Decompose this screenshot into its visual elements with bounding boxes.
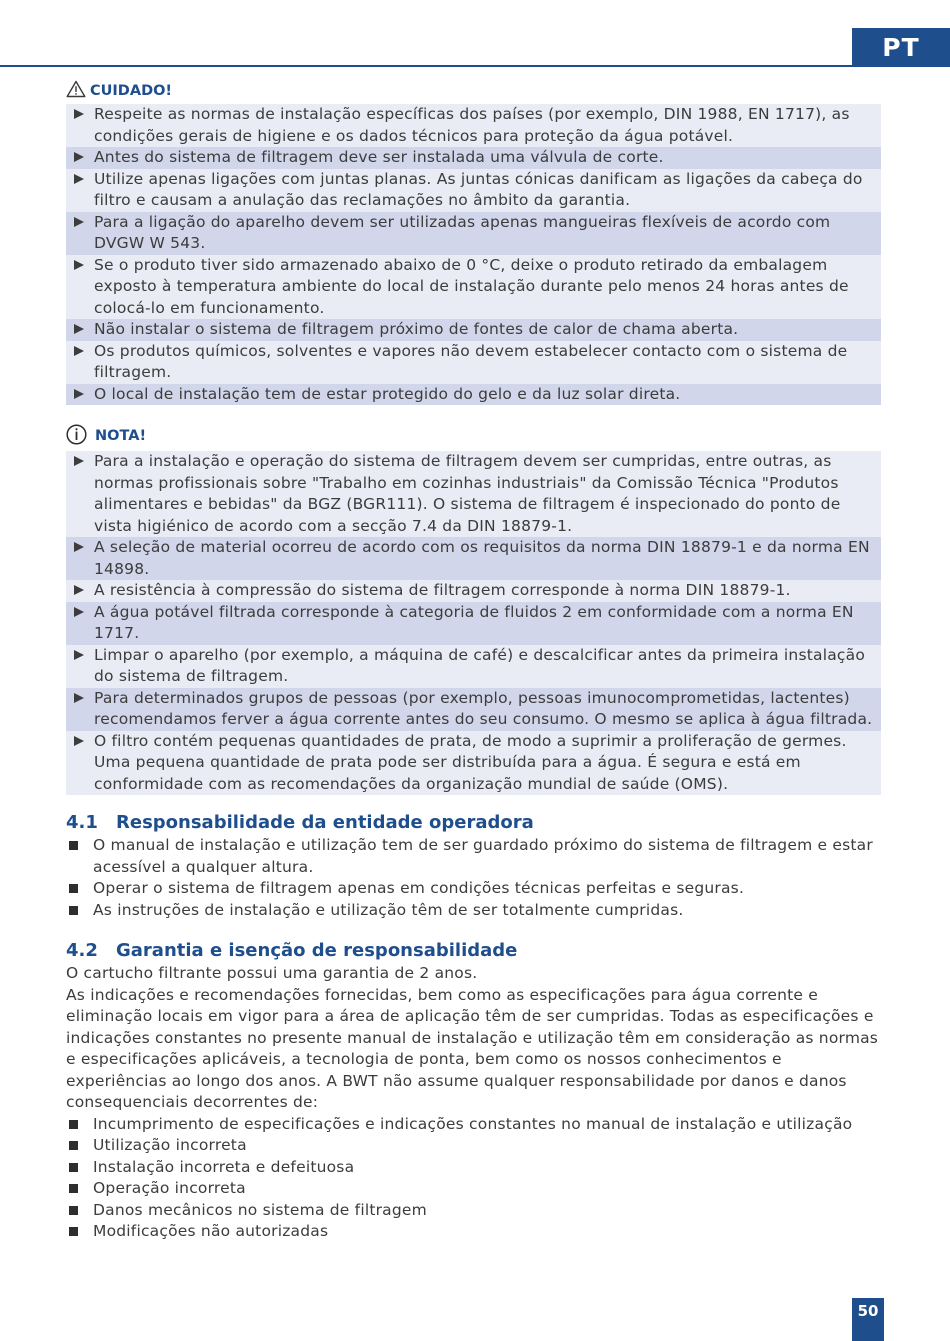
list-item: Respeite as normas de instalação específicas dos países (por exemplo, DIN 1988, EN 1717), as condições gerais de higiene e os dados técnicos para proteção da água potável. (66, 104, 881, 147)
warranty-paragraph: O cartucho filtrante possui uma garantia de 2 anos. (66, 964, 478, 982)
square-bullet-icon (69, 906, 78, 915)
liability-exclusions-list (66, 1114, 881, 1243)
triangle-bullet-icon (74, 736, 84, 746)
list-item: Antes do sistema de filtragem deve ser instalada uma válvula de corte. (66, 147, 881, 169)
list-item: Utilização incorreta (66, 1135, 881, 1157)
list-item: Não instalar o sistema de filtragem próximo de fontes de calor de chama aberta. (66, 319, 881, 341)
section-title: Garantia e isenção de responsabilidade (116, 940, 518, 961)
square-bullet-icon (69, 1163, 78, 1172)
square-bullet-icon (69, 1184, 78, 1193)
list-item: A resistência à compressão do sistema de filtragem corresponde à norma DIN 18879-1. (66, 580, 881, 602)
list-item: O manual de instalação e utilização tem de ser guardado próximo do sistema de filtragem e estar acessível a qualquer altura. (66, 835, 881, 878)
triangle-bullet-icon (74, 152, 84, 162)
square-bullet-icon (69, 884, 78, 893)
triangle-bullet-icon (74, 109, 84, 119)
list-item: Operar o sistema de filtragem apenas em condições técnicas perfeitas e seguras. (66, 878, 881, 900)
list-item: Instalação incorreta e defeituosa (66, 1157, 881, 1179)
note-title: NOTA! (95, 428, 147, 444)
triangle-bullet-icon (74, 217, 84, 227)
page-number: 50 (852, 1298, 884, 1341)
list-item: Os produtos químicos, solventes e vapores não devem estabelecer contacto com o sistema de filtragem. (66, 341, 881, 384)
list-item: Para a instalação e operação do sistema de filtragem devem ser cumpridas, entre outras, as normas profissionais sobre "Trabalho em cozinhas industriais" da Comissão Técnica "Produtos alimentares e bebidas" da BGZ (BGR111). O sistema de filtragem é inspecionado do ponto de vista higiénico de acordo com a secção 7.4 da DIN 18879-1. (66, 451, 881, 537)
info-icon (66, 424, 87, 449)
list-item: Danos mecânicos no sistema de filtragem (66, 1200, 881, 1222)
note-list (66, 451, 881, 795)
list-item: Para a ligação do aparelho devem ser utilizadas apenas mangueiras flexíveis de acordo com DVGW W 543. (66, 212, 881, 255)
section-number: 4.1 (66, 812, 98, 833)
triangle-bullet-icon (74, 389, 84, 399)
list-item: A seleção de material ocorreu de acordo com os requisitos da norma DIN 18879-1 e da norma EN 14898. (66, 537, 881, 580)
section-heading-4-2 (66, 939, 881, 963)
triangle-bullet-icon (74, 324, 84, 334)
triangle-bullet-icon (74, 693, 84, 703)
list-item: O local de instalação tem de estar protegido do gelo e da luz solar direta. (66, 384, 881, 406)
section-title: Responsabilidade da entidade operadora (116, 812, 534, 833)
header-rule (0, 65, 852, 67)
list-item: O filtro contém pequenas quantidades de prata, de modo a suprimir a proliferação de germes. Uma pequena quantidade de prata pode ser distribuída para a água. É segura e está em conformidade com as recomendações da organização mundial de saúde (OMS). (66, 731, 881, 796)
square-bullet-icon (69, 841, 78, 850)
triangle-bullet-icon (74, 585, 84, 595)
square-bullet-icon (69, 1227, 78, 1236)
triangle-bullet-icon (74, 174, 84, 184)
list-item: Modificações não autorizadas (66, 1221, 881, 1243)
list-item: Utilize apenas ligações com juntas planas. As juntas cónicas danificam as ligações da cabeça do filtro e causam a anulação das reclamações no âmbito da garantia. (66, 169, 881, 212)
square-bullet-icon (69, 1141, 78, 1150)
square-bullet-icon (69, 1120, 78, 1129)
list-item: Limpar o aparelho (por exemplo, a máquina de café) e descalcificar antes da primeira instalação do sistema de filtragem. (66, 645, 881, 688)
section-heading-4-1 (66, 811, 881, 835)
section-number: 4.2 (66, 940, 98, 961)
language-tab: PT (852, 28, 950, 67)
list-item: Para determinados grupos de pessoas (por exemplo, pessoas imunocomprometidas, lactentes) recomendamos ferver a água corrente antes do seu consumo. O mesmo se aplica à água filtrada. (66, 688, 881, 731)
caution-list (66, 104, 881, 405)
list-item: As instruções de instalação e utilização têm de ser totalmente cumpridas. (66, 900, 881, 922)
list-item: Se o produto tiver sido armazenado abaixo de 0 °C, deixe o produto retirado da embalagem exposto à temperatura ambiente do local de instalação durante pelo menos 24 horas antes de colocá-lo em funcionamento. (66, 255, 881, 320)
caution-title: CUIDADO! (90, 83, 173, 99)
triangle-bullet-icon (74, 542, 84, 552)
operator-responsibility-list (66, 835, 881, 921)
liability-paragraph: As indicações e recomendações fornecidas, bem como as especificações para água corrente e eliminação locais em vigor para a área de aplicação têm de ser cumpridas. Todas as especificações e indicações constantes no presente manual de instalação e utilização têm em consideração as normas e especificações aplicáveis, a tecnologia de ponta, bem como os nossos conhecimentos e experiências ao longo dos anos. A BWT não assume qualquer responsabilidade por danos e danos consequenciais decorrentes de: (66, 985, 879, 1111)
list-item: Incumprimento de especificações e indicações constantes no manual de instalação e utilização (66, 1114, 881, 1136)
triangle-bullet-icon (74, 607, 84, 617)
triangle-bullet-icon (74, 346, 84, 356)
triangle-bullet-icon (74, 260, 84, 270)
square-bullet-icon (69, 1206, 78, 1215)
triangle-bullet-icon (74, 650, 84, 660)
list-item: A água potável filtrada corresponde à categoria de fluidos 2 em conformidade com a norma EN 1717. (66, 602, 881, 645)
note-heading (66, 421, 881, 451)
warning-icon (66, 80, 86, 102)
page-content (66, 78, 881, 1243)
list-item: Operação incorreta (66, 1178, 881, 1200)
caution-heading (66, 78, 881, 104)
triangle-bullet-icon (74, 456, 84, 466)
